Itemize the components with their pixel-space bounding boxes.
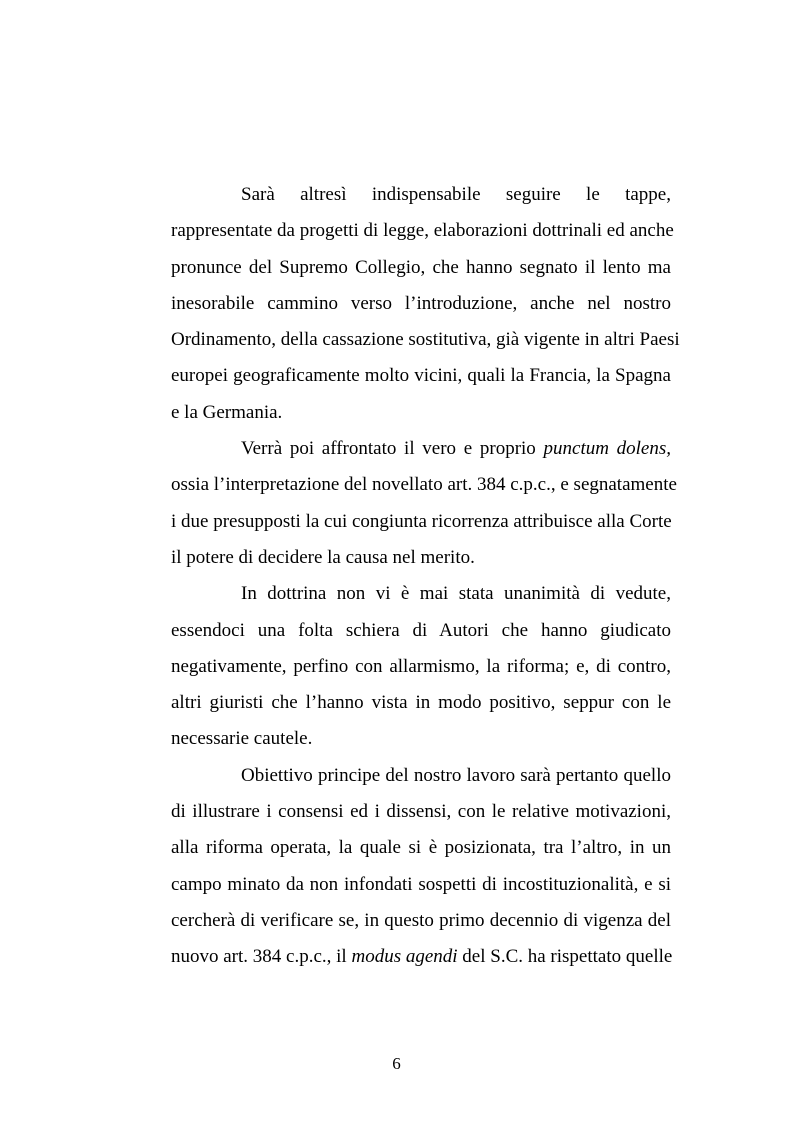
text-line	[171, 939, 671, 975]
paragraph-3	[171, 576, 671, 757]
text-line: campo minato da non infondati sospetti di incostituzionalità, e si	[171, 873, 671, 895]
text-line: ossia l’interpretazione del novellato art. 384 c.p.c., e segnatamente	[171, 474, 677, 496]
text-line: altri giuristi che l’hanno vista in modo positivo, seppur con le	[171, 692, 671, 714]
paragraph-4	[171, 758, 671, 976]
text-line: cercherà di verificare se, in questo primo decennio di vigenza del	[171, 909, 671, 931]
text-line: pronunce del Supremo Collegio, che hanno segnato il lento ma	[171, 256, 671, 278]
text-line: Ordinamento, della cassazione sostitutiva, già vigente in altri Paesi	[171, 329, 680, 351]
document-body	[171, 177, 680, 976]
text-line: europei geograficamente molto vicini, quali la Francia, la Spagna	[171, 365, 671, 387]
text-line: Obiettivo principe del nostro lavoro sarà pertanto quello	[241, 764, 671, 786]
text-segment: Verrà poi affrontato il vero e proprio	[241, 438, 544, 460]
text-segment: del S.C. ha rispettato quelle	[457, 946, 673, 968]
text-line: i due presupposti la cui congiunta ricorrenza attribuisce alla Corte	[171, 510, 672, 532]
text-line: In dottrina non vi è mai stata unanimità di vedute,	[241, 583, 671, 605]
text-line: necessarie cautele.	[171, 728, 313, 750]
text-segment: nuovo art. 384 c.p.c., il	[171, 946, 352, 968]
italic-term: modus agendi	[351, 946, 458, 968]
page-number: 6	[392, 1054, 401, 1073]
paragraph-2	[171, 431, 677, 576]
text-line	[171, 431, 671, 467]
text-line: Sarà altresì indispensabile seguire le tappe,	[241, 184, 671, 205]
text-line: il potere di decidere la causa nel merito.	[171, 546, 475, 568]
paragraph-1	[171, 177, 680, 431]
text-line: e la Germania.	[171, 401, 283, 423]
text-line: inesorabile cammino verso l’introduzione, anche nel nostro	[171, 292, 671, 314]
italic-term: punctum dolens,	[543, 438, 671, 460]
text-line: negativamente, perfino con allarmismo, la riforma; e, di contro,	[171, 655, 671, 677]
text-line: di illustrare i consensi ed i dissensi, con le relative motivazioni,	[171, 801, 671, 823]
text-line: essendoci una folta schiera di Autori che hanno giudicato	[171, 619, 671, 641]
text-line: rappresentate da progetti di legge, elaborazioni dottrinali ed anche	[171, 220, 674, 242]
text-line: alla riforma operata, la quale si è posizionata, tra l’altro, in un	[171, 837, 671, 859]
